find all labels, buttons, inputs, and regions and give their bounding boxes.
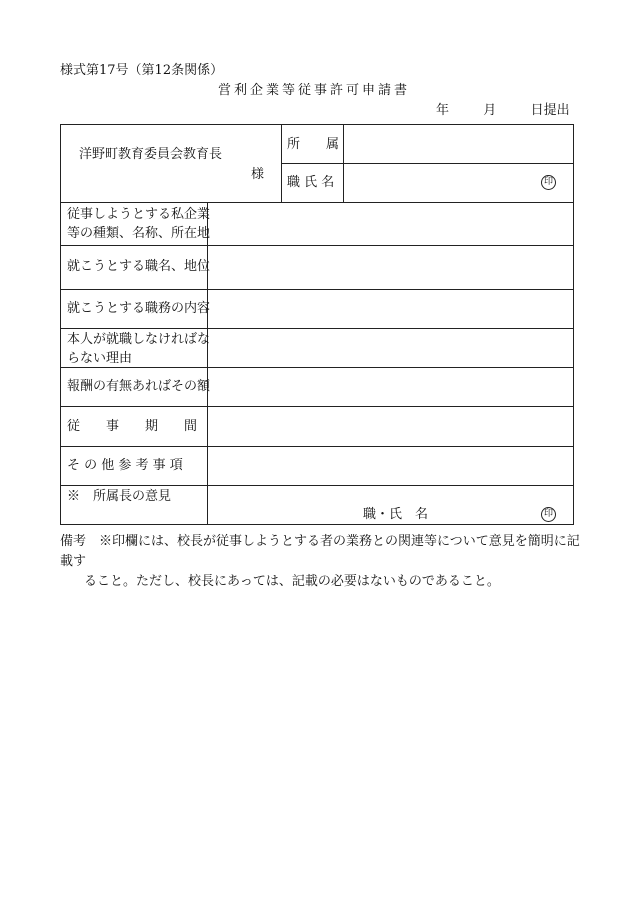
row-label-compensation: 報酬の有無あればその額 [67, 379, 211, 394]
form-number: 様式第17号（第12条関係） [60, 63, 224, 78]
application-form-table [60, 124, 574, 525]
row-label-business-info: 従事しようとする私企業 等の種類、名称、所在地 [67, 207, 211, 241]
addressee-honorific: 様 [251, 167, 265, 182]
date-month-label: 月 [483, 103, 497, 118]
affiliation-label: 所 属 [287, 137, 340, 152]
position-name-label: 職 氏 名 [287, 175, 335, 190]
date-year-label: 年 [436, 103, 450, 118]
principal-seal-icon: 印 [541, 507, 556, 522]
submission-date [436, 104, 570, 117]
row-label-job-duties: 就こうとする職務の内容 [67, 301, 211, 316]
applicant-seal-icon: 印 [541, 175, 556, 190]
principal-opinion-label: ※ 所属長の意見 [67, 489, 172, 504]
row-label-other-notes: そ の 他 参 考 事 項 [67, 458, 183, 473]
remarks-note [60, 532, 580, 592]
addressee-name: 洋野町教育委員会教育長 [79, 147, 223, 162]
principal-signer-label: 職・氏 名 [363, 507, 429, 522]
row-label-reason: 本人が就職しなければな らない理由 [67, 332, 211, 366]
remarks-line-2: ること。ただし、校長にあっては、記載の必要はないものであること。 [84, 574, 500, 589]
row-label-period: 従 事 期 間 [67, 419, 198, 434]
document-title: 営利企業等従事許可申請書 [218, 83, 411, 98]
row-label-job-title: 就こうとする職名、地位 [67, 259, 211, 274]
date-day-label: 日提出 [530, 103, 570, 118]
remarks-line-1: 備考 ※印欄には、校長が従事しようとする者の業務との関連等について意見を簡明に記載す [60, 534, 580, 569]
